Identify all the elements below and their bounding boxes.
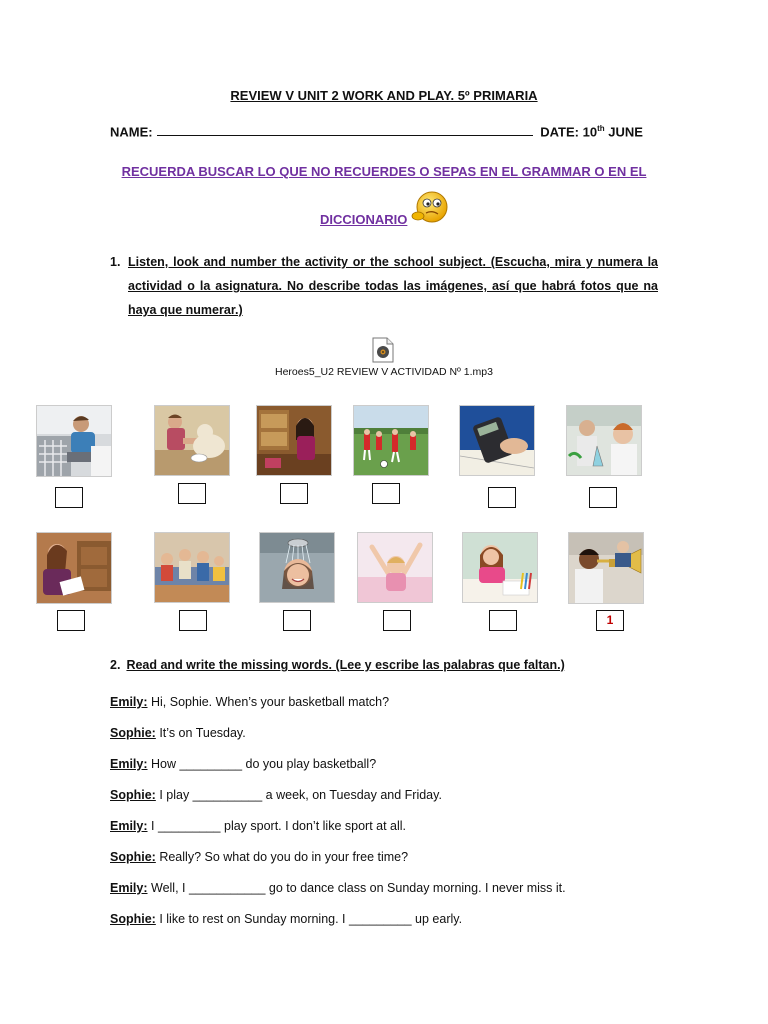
- dialogue-text[interactable]: Well, I ___________ go to dance class on Sunday morning. I never miss it.: [151, 881, 566, 895]
- photo-science-class: [566, 405, 642, 476]
- photo-feeding-dog: [154, 405, 230, 476]
- dialogue-line: [110, 850, 408, 864]
- dialogue-text: Really? So what do you do in your free time?: [159, 850, 409, 864]
- answer-box-2[interactable]: [178, 483, 206, 504]
- audio-file-icon[interactable]: [372, 337, 394, 363]
- answer-box-6[interactable]: [589, 487, 617, 508]
- date-suffix: th: [597, 124, 605, 133]
- speaker-name: Sophie:: [110, 788, 156, 802]
- answer-box-10[interactable]: [383, 610, 411, 631]
- answer-box-7[interactable]: [57, 610, 85, 631]
- name-label: NAME:: [110, 124, 153, 140]
- photo-boy-trumpet: [568, 532, 644, 604]
- thinking-emoji-icon: [410, 188, 450, 226]
- speaker-name: Sophie:: [110, 850, 156, 864]
- reminder-line-1: RECUERDA BUSCAR LO QUE NO RECUERDES O SEPAS EN EL GRAMMAR O EN EL: [121, 164, 647, 179]
- photo-boy-laundry: [36, 405, 112, 477]
- photo-girl-waking-up: [357, 532, 433, 603]
- exercise-2-instruction: [110, 658, 565, 672]
- speaker-name: Emily:: [110, 819, 148, 833]
- dialogue-text: It’s on Tuesday.: [159, 726, 246, 740]
- answer-box-5[interactable]: [488, 487, 516, 508]
- answer-box-4[interactable]: [372, 483, 400, 504]
- name-date-row: [110, 124, 643, 139]
- answer-box-3[interactable]: [280, 483, 308, 504]
- dialogue-line[interactable]: [110, 757, 376, 771]
- answer-box-11[interactable]: [489, 610, 517, 631]
- photo-family-sofa: [154, 532, 230, 603]
- reminder-line-2: DICCIONARIO: [320, 212, 408, 227]
- photo-girl-reading-homework: [36, 532, 112, 604]
- speaker-name: Sophie:: [110, 912, 156, 926]
- exercise-2-number: 2.: [110, 658, 121, 672]
- dialogue-line: [110, 695, 389, 709]
- speaker-name: Sophie:: [110, 726, 156, 740]
- exercise-1-number: 1.: [110, 255, 121, 269]
- photo-girl-tidying-room: [256, 405, 332, 476]
- speaker-name: Emily:: [110, 695, 148, 709]
- exercise-1-text: Listen, look and number the activity or the school subject. (Escucha, mira y numera la actividad o la asignatura. No describe todas las imágenes, así que habrá fotos que na haya que numerar.): [128, 255, 658, 317]
- exercise-2-text: Read and write the missing words. (Lee y escribe las palabras que faltan.): [126, 658, 565, 672]
- photo-girl-drawing: [462, 532, 538, 603]
- dialogue-text[interactable]: I _________ play sport. I don’t like sport at all.: [151, 819, 407, 833]
- dialogue-line[interactable]: [110, 788, 442, 802]
- date-label: DATE: 10: [540, 124, 598, 140]
- speaker-name: Emily:: [110, 757, 148, 771]
- dialogue-text[interactable]: How _________ do you play basketball?: [151, 757, 377, 771]
- dialogue-text: Hi, Sophie. When’s your basketball match?: [151, 695, 390, 709]
- photo-girl-shower: [259, 532, 335, 603]
- photo-football-match: [353, 405, 429, 476]
- dialogue-line[interactable]: [110, 881, 566, 895]
- worksheet-title: REVIEW V UNIT 2 WORK AND PLAY. 5º PRIMARIA: [230, 88, 538, 103]
- speaker-name: Emily:: [110, 881, 148, 895]
- dialogue-text[interactable]: I like to rest on Sunday morning. I _________ up early.: [159, 912, 463, 926]
- name-line[interactable]: [157, 124, 533, 136]
- answer-box-12[interactable]: 1: [596, 610, 624, 631]
- dialogue-line[interactable]: [110, 819, 406, 833]
- audio-file-name[interactable]: Heroes5_U2 REVIEW V ACTIVIDAD Nº 1.mp3: [275, 366, 493, 378]
- dialogue-text[interactable]: I play __________ a week, on Tuesday and Friday.: [159, 788, 442, 802]
- photo-calculator-maths: [459, 405, 535, 476]
- exercise-1-instruction: [110, 250, 658, 322]
- dialogue-line[interactable]: [110, 912, 462, 926]
- answer-box-1[interactable]: [55, 487, 83, 508]
- date-month: JUNE: [608, 124, 643, 140]
- answer-box-8[interactable]: [179, 610, 207, 631]
- answer-box-9[interactable]: [283, 610, 311, 631]
- dialogue-line: [110, 726, 246, 740]
